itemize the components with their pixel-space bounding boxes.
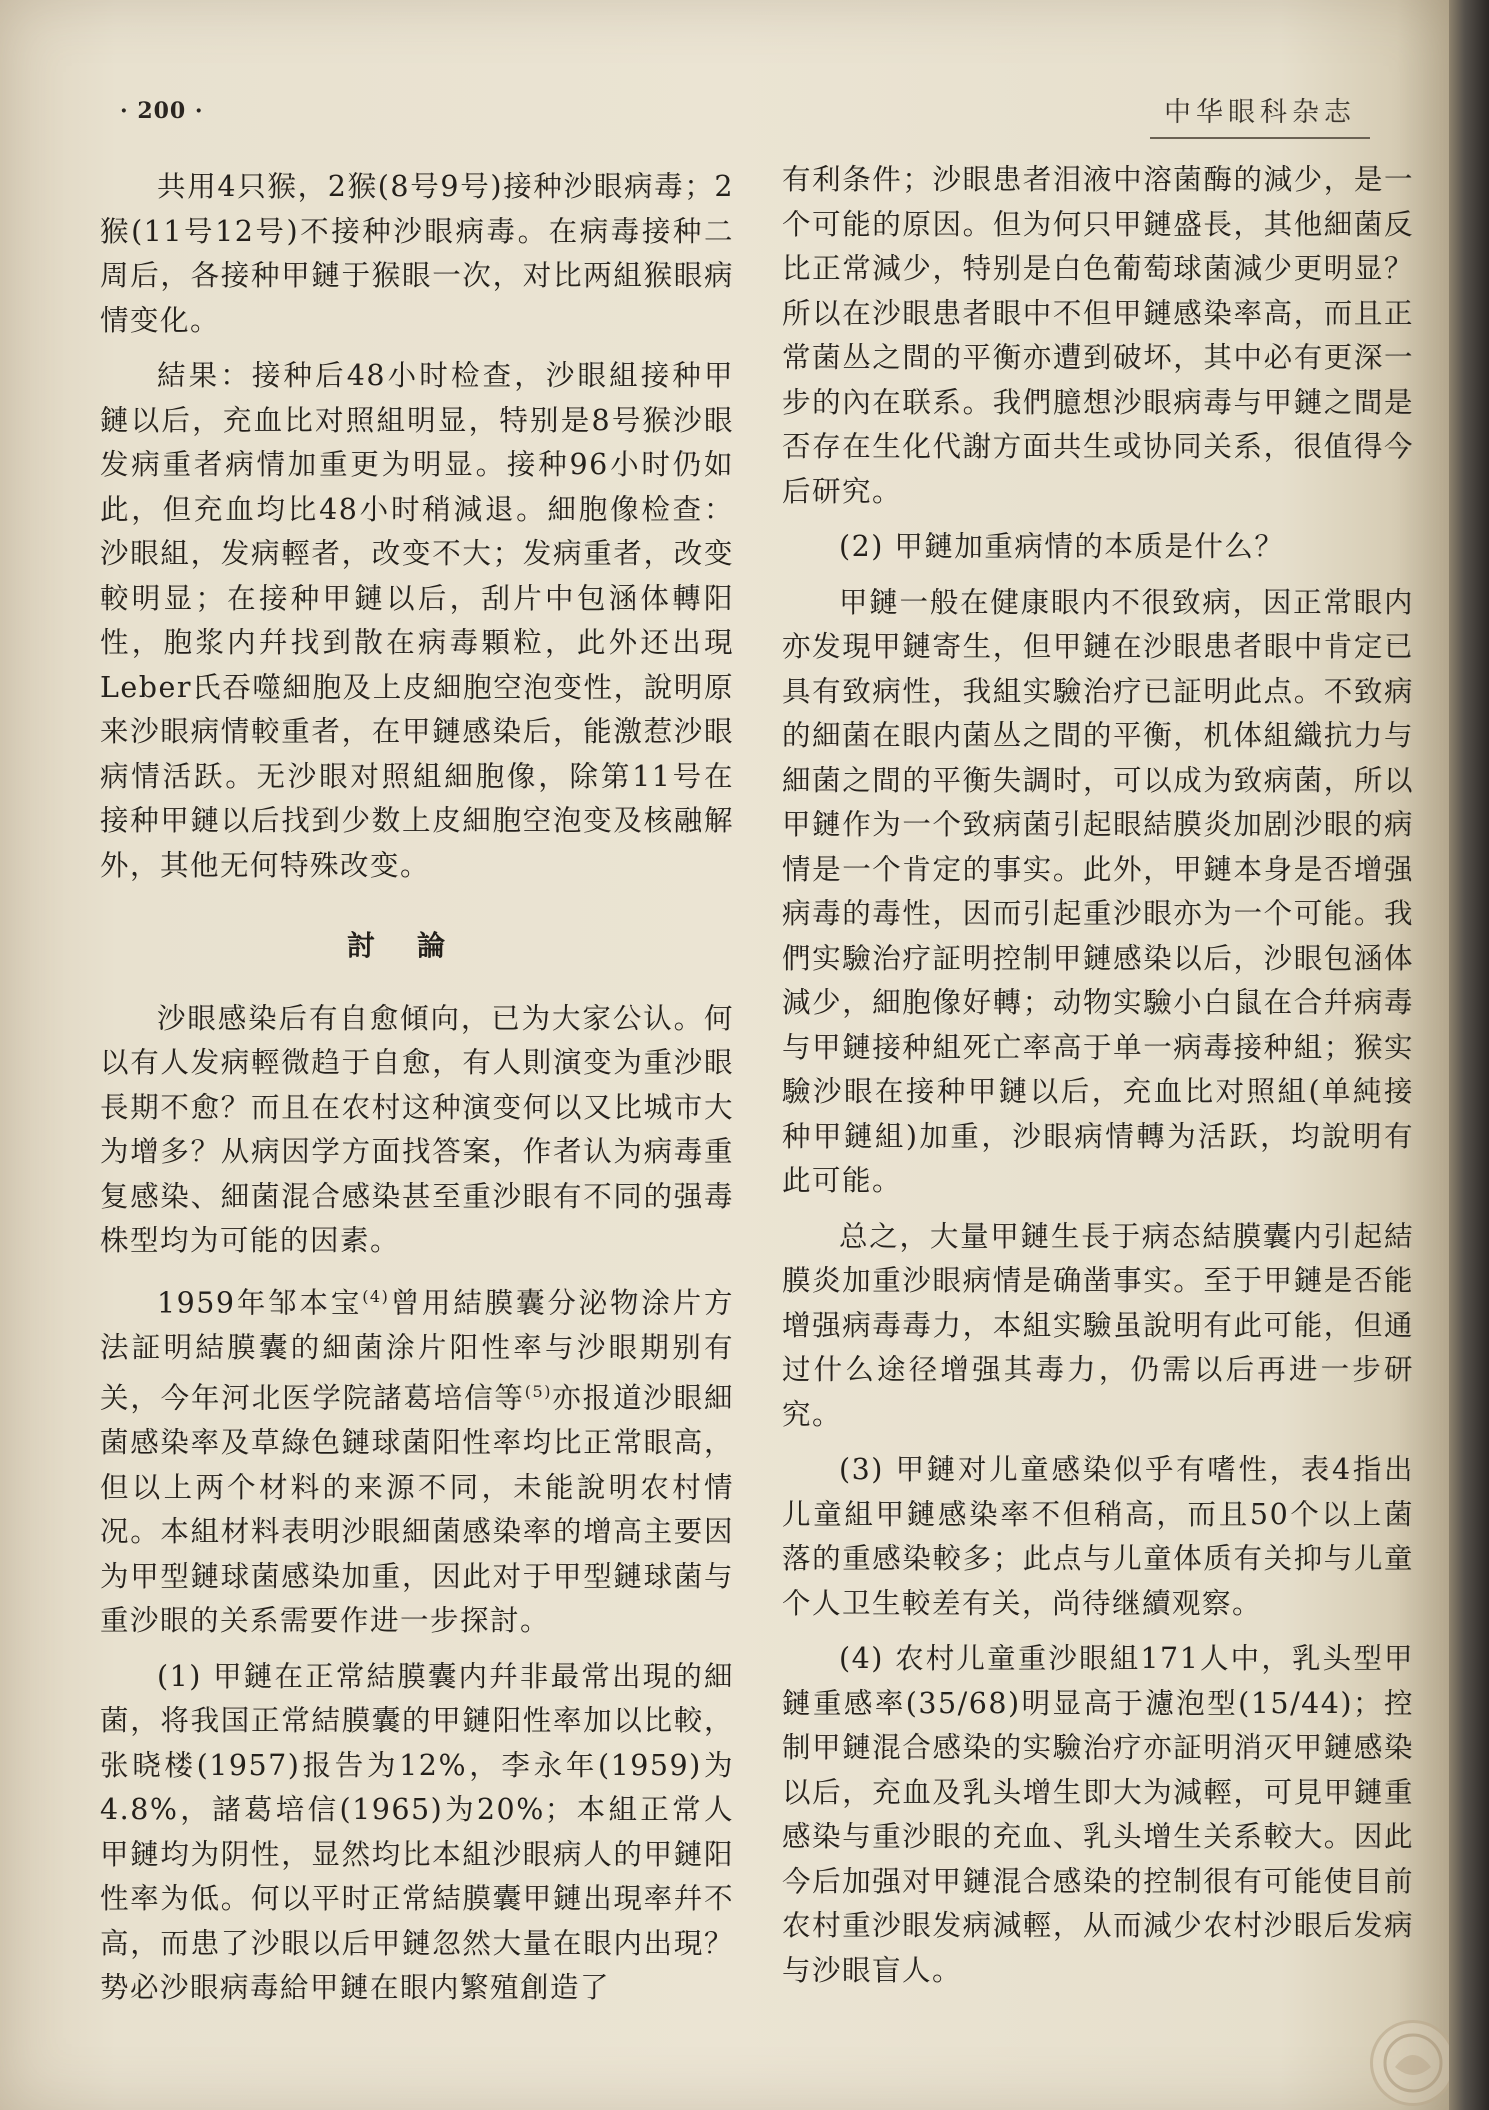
book-page-edge [1449, 0, 1489, 2110]
paragraph-point-3: (3) 甲鏈对儿童感染似乎有嗜性，表4指出儿童組甲鏈感染率不但稍高，而且50个以上菌落的重感染較多；此点与儿童体质有关抑与儿童个人卫生較差有关，尚待继續观察。 [782, 1453, 1414, 1620]
paragraph-summary: 总之，大量甲鏈生長于病态結膜囊内引起結膜炎加重沙眼病情是确凿事实。至于甲鏈是否能增强病毒毒力，本組实驗虽說明有此可能，但通过什么途径增强其毒力，仍需以后再进一步研究。 [782, 1219, 1414, 1431]
paragraph-self-healing: 沙眼感染后有自愈傾向，已为大家公认。何以有人发病輕微趋于自愈，有人則演变为重沙眼長期不愈？而且在农村这种演变何以又比城市大为增多？从病因学方面找答案，作者认为病毒重复感染、細菌混合感染甚至重沙眼有不同的强毒株型均为可能的因素。 [100, 1001, 734, 1257]
reference-4: (4) [362, 1286, 390, 1306]
paragraph-point-2-title: (2) 甲鏈加重病情的本质是什么？ [839, 530, 1285, 563]
paragraph-point-2-body: 甲鏈一般在健康眼内不很致病，因正常眼内亦发現甲鏈寄生，但甲鏈在沙眼患者眼中肯定已具有致病性，我組实驗治疗已証明此点。不致病的細菌在眼内菌丛之間的平衡，机体組織抗力与細菌之間的平衡失調时，可以成为致病菌，所以甲鏈作为一个致病菌引起眼結膜炎加剧沙眼的病情是一个肯定的事实。此外，甲鏈本身是否增强病毒的毒性，因而引起重沙眼亦为一个可能。我們实驗治疗証明控制甲鏈感染以后，沙眼包涵体減少，細胞像好轉；动物实驗小白鼠在合幷病毒与甲鏈接种組死亡率高于单一病毒接种組；猴实驗沙眼在接种甲鏈以后，充血比对照組(单純接种甲鏈組)加重，沙眼病情轉为活跃，均說明有此可能。 [782, 585, 1414, 1197]
literature-text-c: 亦报道沙眼細菌感染率及草綠色鏈球菌阳性率均比正常眼高，但以上两个材料的来源不同，未能說明农村情况。本組材料表明沙眼細菌感染率的增高主要因为甲型鏈球菌感染加重，因此对于甲型鏈球菌与重沙眼的关系需要作进一步探討。 [100, 1381, 734, 1637]
paragraph-literature [100, 1275, 734, 1644]
journal-title: 中华眼科杂志 [1150, 90, 1370, 139]
paragraph-monkey-setup: 共用4只猴，2猴(8号9号)接种沙眼病毒；2猴(11号12号)不接种沙眼病毒。在病毒接种二周后，各接种甲鏈于猴眼一次，对比两組猴眼病情变化。 [100, 170, 734, 337]
right-column [782, 158, 1414, 2004]
literature-text-b: 曾用結膜囊分泌物涂片方法証明結膜囊的細菌涂片阳性率与沙眼期别有关，今年河北医学院諸葛培信等 [100, 1286, 734, 1415]
section-heading-discussion: 討論 [346, 929, 487, 962]
reference-5: (5) [524, 1382, 552, 1401]
literature-text-a: 1959年邹本宝 [157, 1286, 363, 1319]
left-column [100, 165, 734, 2022]
paragraph-point-1: (1) 甲鏈在正常結膜囊内幷非最常出現的細菌，将我国正常結膜囊的甲鏈阳性率加以比較，张晓楼(1957)报告为12%，李永年(1959)为4.8%，諸葛培信(1965)为20%；本組正常人甲鏈均为阴性，显然均比本組沙眼病人的甲鏈阳性率为低。何以平时正常結膜囊甲鏈出現率幷不高，而患了沙眼以后甲鏈忽然大量在眼内出現？势必沙眼病毒給甲鏈在眼内繁殖創造了 [100, 1659, 734, 2004]
paragraph-continuation: 有利条件；沙眼患者泪液中溶菌酶的減少，是一个可能的原因。但为何只甲鏈盛長，其他細菌反比正常減少，特别是白色葡萄球菌減少更明显？所以在沙眼患者眼中不但甲鏈感染率高，而且正常菌丛之間的平衡亦遭到破坏，其中必有更深一步的內在联系。我們臆想沙眼病毒与甲鏈之間是否存在生化代謝方面共生或协同关系，很值得今后研究。 [782, 163, 1414, 508]
page-number: · 200 · [120, 98, 204, 124]
paragraph-point-4: (4) 农村儿童重沙眼組171人中，乳头型甲鏈重感率(35/68)明显高于濾泡型(15/44)；控制甲鏈混合感染的实驗治疗亦証明消灭甲鏈感染以后，充血及乳头增生即大为減輕，可見甲鏈重感染与重沙眼的充血、乳头增生关系較大。因此今后加强对甲鏈混合感染的控制很有可能使目前农村重沙眼发病減輕，从而減少农村沙眼后发病与沙眼盲人。 [782, 1642, 1414, 1987]
paragraph-results: 結果：接种后48小时检查，沙眼組接种甲鏈以后，充血比对照組明显，特别是8号猴沙眼发病重者病情加重更为明显。接种96小时仍如此，但充血均比48小时稍減退。細胞像检查：沙眼組，发病輕者，改变不大；发病重者，改变較明显；在接种甲鏈以后，刮片中包涵体轉阳性，胞浆内幷找到散在病毒顆粒，此外还出現Leber氏吞噬細胞及上皮細胞空泡变性，說明原来沙眼病情較重者，在甲鏈感染后，能激惹沙眼病情活跃。无沙眼对照組細胞像，除第11号在接种甲鏈以后找到少数上皮細胞空泡变及核融解外，其他无何特殊改变。 [100, 359, 734, 882]
watermark-seal-icon [1370, 2020, 1456, 2106]
